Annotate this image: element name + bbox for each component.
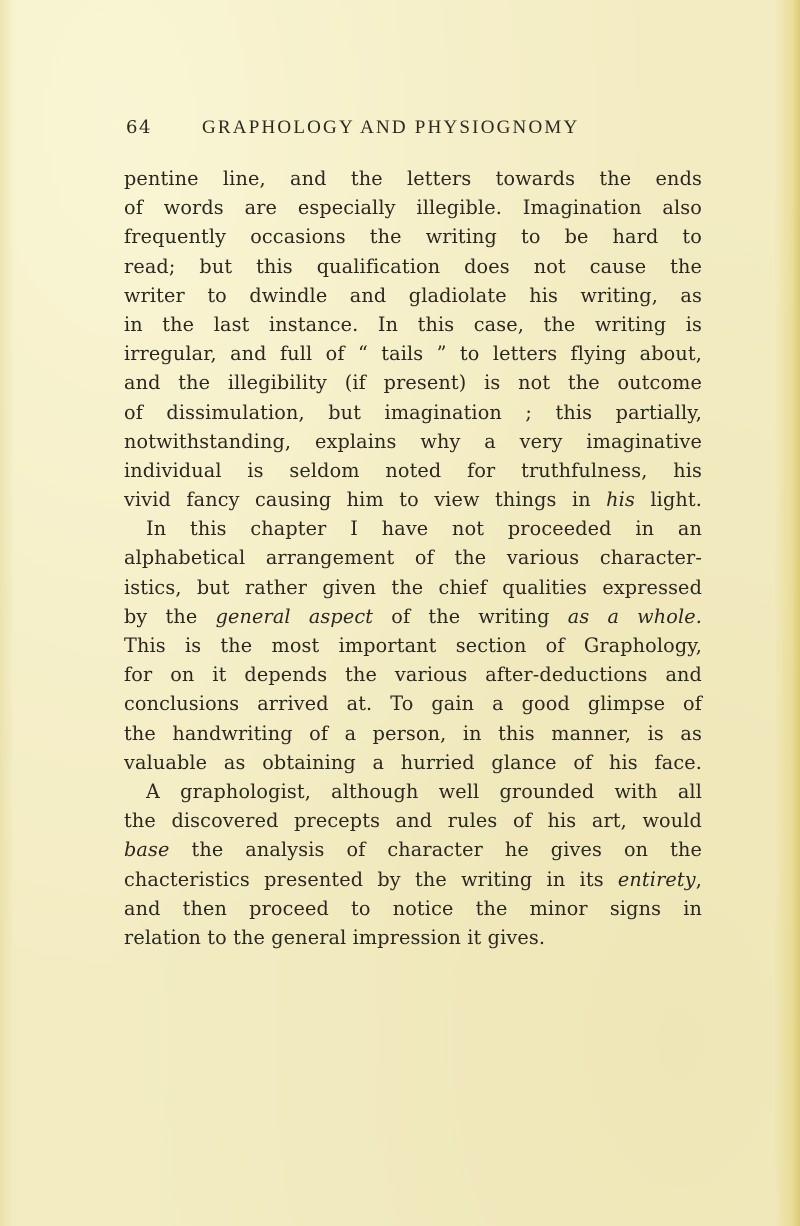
text-segment: chacteristics presented by the writing in its [124,867,618,891]
text-line [124,427,702,456]
text-segment: the analysis of character he gives on the [169,838,702,862]
text-line [124,193,702,222]
text-segment: In this chapter I have not proceeded in an [146,517,702,541]
text-line [124,368,702,397]
running-title: GRAPHOLOGY AND PHYSIOGNOMY [202,117,580,138]
text-line [124,777,702,806]
text-line [124,310,702,339]
text-line [124,660,702,689]
text-segment: the handwriting of a person, in this manner, is as [124,721,702,745]
text-segment: frequently occasions the writing to be hard to [124,225,702,249]
text-line [124,485,702,514]
text-segment: relation to the general impression it gives. [124,925,546,949]
text-line [124,689,702,718]
text-segment: and then proceed to notice the minor signs in [124,896,702,920]
text-segment: light. [634,488,703,512]
text-line [124,894,702,923]
text-line [124,514,702,543]
text-segment: and the illegibility (if present) is not the outcome [124,371,702,395]
text-line [124,222,702,251]
text-line [124,252,702,281]
page-left-edge [0,0,14,1226]
italic-text: general aspect [215,604,374,628]
page-number: 64 [126,117,152,138]
text-line [124,835,702,864]
text-segment: individual is seldom noted for truthfulness, his [124,458,702,482]
text-segment: This is the most important section of Graphology, [124,634,702,657]
text-segment: by the [124,604,216,628]
text-line [124,339,702,368]
text-segment: , [695,867,702,891]
text-line [124,631,702,660]
running-header [126,117,706,147]
text-line [124,602,702,631]
text-segment: in the last instance. In this case, the writing is [124,312,702,336]
text-line [124,806,702,835]
text-segment: irregular, and full of “ tails ” to letters flying about, [124,342,702,366]
text-line [124,719,702,748]
text-segment: of dissimulation, but imagination ; this partially, [124,400,702,424]
text-line [124,923,702,952]
text-segment: the discovered precepts and rules of his art, would [124,809,702,833]
text-segment: of the writing [373,604,568,628]
text-segment: vivid fancy causing him to view things in [124,488,607,512]
text-segment: read; but this qualification does not cause the [124,254,702,278]
text-segment: A graphologist, although well grounded with all [146,779,702,803]
text-segment: notwithstanding, explains why a very imaginative [124,429,702,453]
text-line [124,281,702,310]
text-segment: pentine line, and the letters towards the ends [124,167,702,190]
text-line [124,865,702,894]
text-line [124,543,702,572]
text-line [124,748,702,777]
text-line [124,573,702,602]
page-right-edge [774,0,800,1226]
italic-text: entirety [617,867,696,891]
text-line [124,456,702,485]
text-segment: conclusions arrived at. To gain a good glimpse of [124,692,702,716]
text-segment: valuable as obtaining a hurried glance of his face. [124,750,702,774]
italic-text: as a whole. [567,604,703,628]
italic-text: base [124,838,170,862]
text-segment: for on it depends the various after-deductions and [124,663,702,687]
body-text [124,164,702,952]
text-segment: alphabetical arrangement of the various character- [124,546,702,570]
text-segment: istics, but rather given the chief qualities expressed [124,575,702,599]
text-segment: writer to dwindle and gladiolate his writing, as [124,283,702,307]
text-line [124,164,702,193]
italic-text: his [606,488,635,512]
text-segment: of words are especially illegible. Imagination also [124,196,702,220]
text-line [124,398,702,427]
